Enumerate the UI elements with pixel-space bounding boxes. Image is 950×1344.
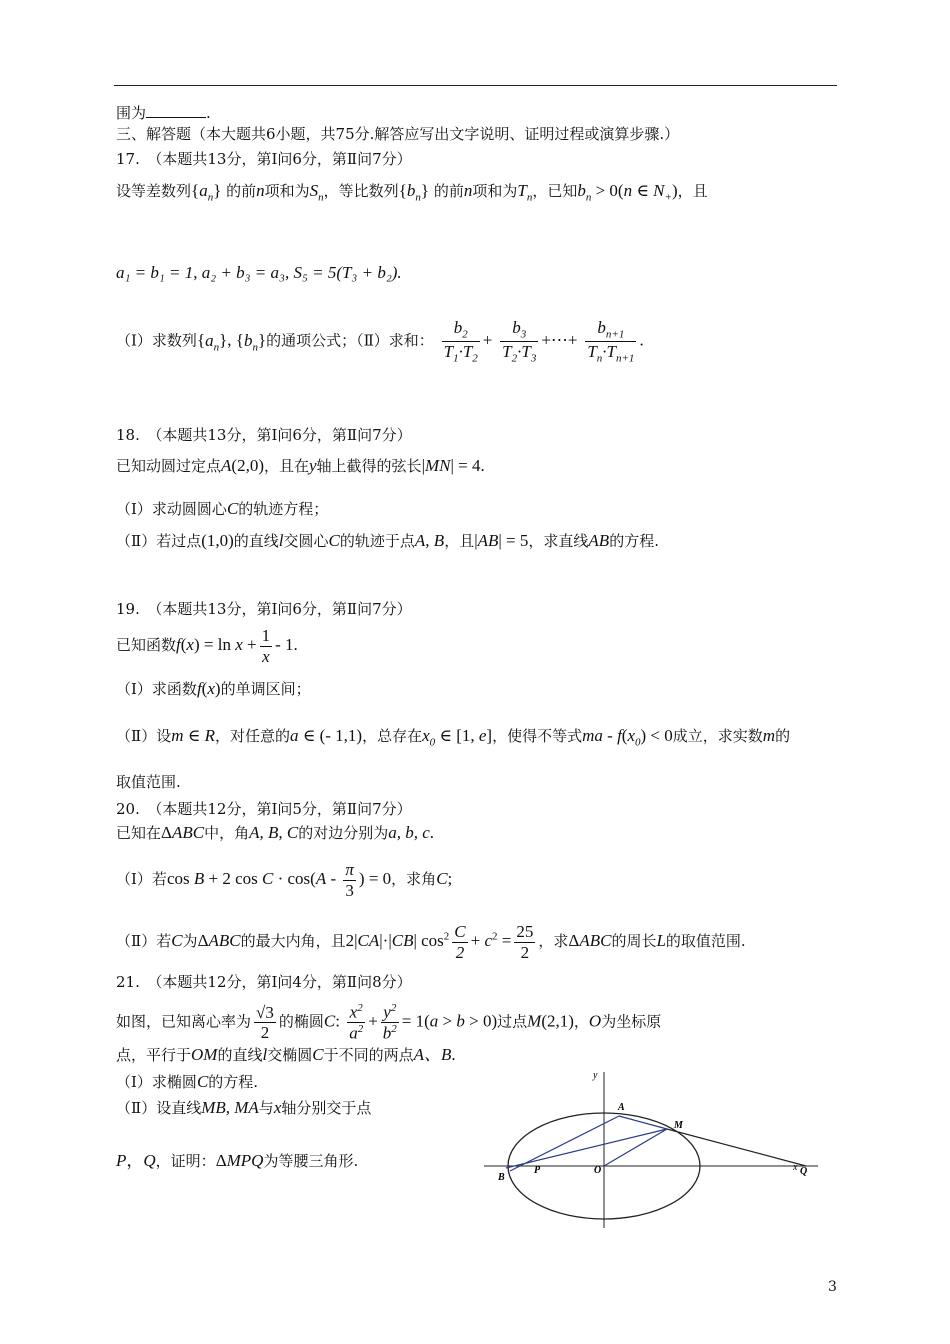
q21-part2-cont: P，Q，证明：ΔMPQ为等腰三角形. <box>116 1151 359 1170</box>
label-O: O <box>594 1165 602 1176</box>
ellipse-figure <box>482 1070 820 1230</box>
q18-part1: （Ⅰ）求动圆圆心C的轨迹方程； <box>116 499 329 518</box>
q17-header: 17. （本题共13分，第Ⅰ问6分，第Ⅱ问7分） <box>116 150 412 168</box>
q18-part2: （Ⅱ）若过点(1,0)的直线l交圆心C的轨迹于点A, B，且|AB| = 5，求直线AB的方程. <box>116 531 659 550</box>
page-number: 3 <box>828 1279 837 1295</box>
header-rule <box>114 85 837 86</box>
q21-stem-cont: 点，平行于OM的直线l交椭圆C于不同的两点A、B. <box>116 1045 456 1064</box>
q20-stem: 已知在ΔABC中，角A, B, C的对边分别为a, b, c. <box>116 823 434 842</box>
label-x: x <box>793 1162 798 1173</box>
q19-stem: 已知函数f(x) = ln x + $\frac{1}{x}$ - 1. <box>116 626 298 666</box>
q21-part1: （Ⅰ）求椭圆C的方程. <box>116 1072 259 1091</box>
q19-part1: （Ⅰ）求函数f(x)的单调区间； <box>116 679 311 698</box>
q17-condition: a₁ = b₁ = 1, a₂ + b₃ = a₃, S₅ = 5(T₃ + b₂). <box>116 263 402 282</box>
q18-header: 18. （本题共13分，第Ⅰ问6分，第Ⅱ问7分） <box>116 426 412 444</box>
line-OM <box>604 1129 667 1166</box>
label-y: y <box>593 1070 598 1081</box>
q19-part2-cont: 取值范围. <box>116 773 181 791</box>
label-Q: Q <box>800 1166 808 1177</box>
label-B: B <box>498 1172 505 1183</box>
q20-header: 20. （本题共12分，第Ⅰ问5分，第Ⅱ问7分） <box>116 800 412 818</box>
line-AB <box>506 1129 667 1168</box>
section-heading: 三、解答题（本大题共6小题，共75分.解答应写出文字说明、证明过程或演算步骤.） <box>116 125 680 143</box>
label-P: P <box>534 1165 541 1176</box>
label-M: M <box>674 1120 683 1131</box>
line-MQ <box>667 1129 806 1166</box>
q19-part2: （Ⅱ）设m ∈ R，对任意的a ∈ (- 1,1)，总存在$x_0$ ∈ [1, e]，使得不等式ma - $f(x_0) < 0$成立，求实数m的 <box>116 726 791 749</box>
q21-header: 21. （本题共12分，第Ⅰ问4分，第Ⅱ问8分） <box>116 973 412 991</box>
q18-stem: 已知动圆过定点A(2,0)，且在y轴上截得的弦长|MN| = 4. <box>116 456 485 475</box>
prev-question-end: 围为 . <box>116 104 211 122</box>
q17-stem: 设等差数列$\{a_n\}$ 的前n项和为$S_n$，等比数列$\{b_n\}$ 的前n项和为$T_n$，已知$b_n > 0(n$ ∈ $N_+$)，且 <box>116 181 708 204</box>
label-A: A <box>618 1102 625 1113</box>
q21-stem: 如图，已知离心率为 $\frac{√3}{2}$ 的椭圆C: $\frac{x^2}{a^2}$ + $\frac{y^2}{b^2}$ = 1(a > b > 0)过点M(2,1)，O为坐标原 <box>116 1002 662 1043</box>
line-BA <box>510 1116 619 1171</box>
q19-header: 19. （本题共13分，第Ⅰ问6分，第Ⅱ问7分） <box>116 600 412 618</box>
q17-parts: （Ⅰ）求数列$\{a_n\}$, $\{b_n\}$的通项公式；（Ⅱ）求和： $\frac{b_2}{T_1\cdot T_2}$ + $\frac{b_3}{T_2\cdot T_3}$ +⋯+ $\frac{b_{n+1}}{T_n\cdot T_{n+1}}$ . <box>116 318 644 365</box>
q20-part2: （Ⅱ）若C为ΔABC的最大内角，且2|CA|·|CB| $\cos^2$ $\frac{C}{2}$ + $c^2$ = $\frac{25}{2}$ ，求ΔABC的周长L的取值范围. <box>116 922 746 962</box>
q20-part1: （Ⅰ）若cos B + 2 cos C · cos(A - $\frac{\pi}{3}$ ) = 0，求角C; <box>116 860 453 900</box>
q21-part2: （Ⅱ）设直线MB, MA与x轴分别交于点 <box>116 1098 372 1117</box>
